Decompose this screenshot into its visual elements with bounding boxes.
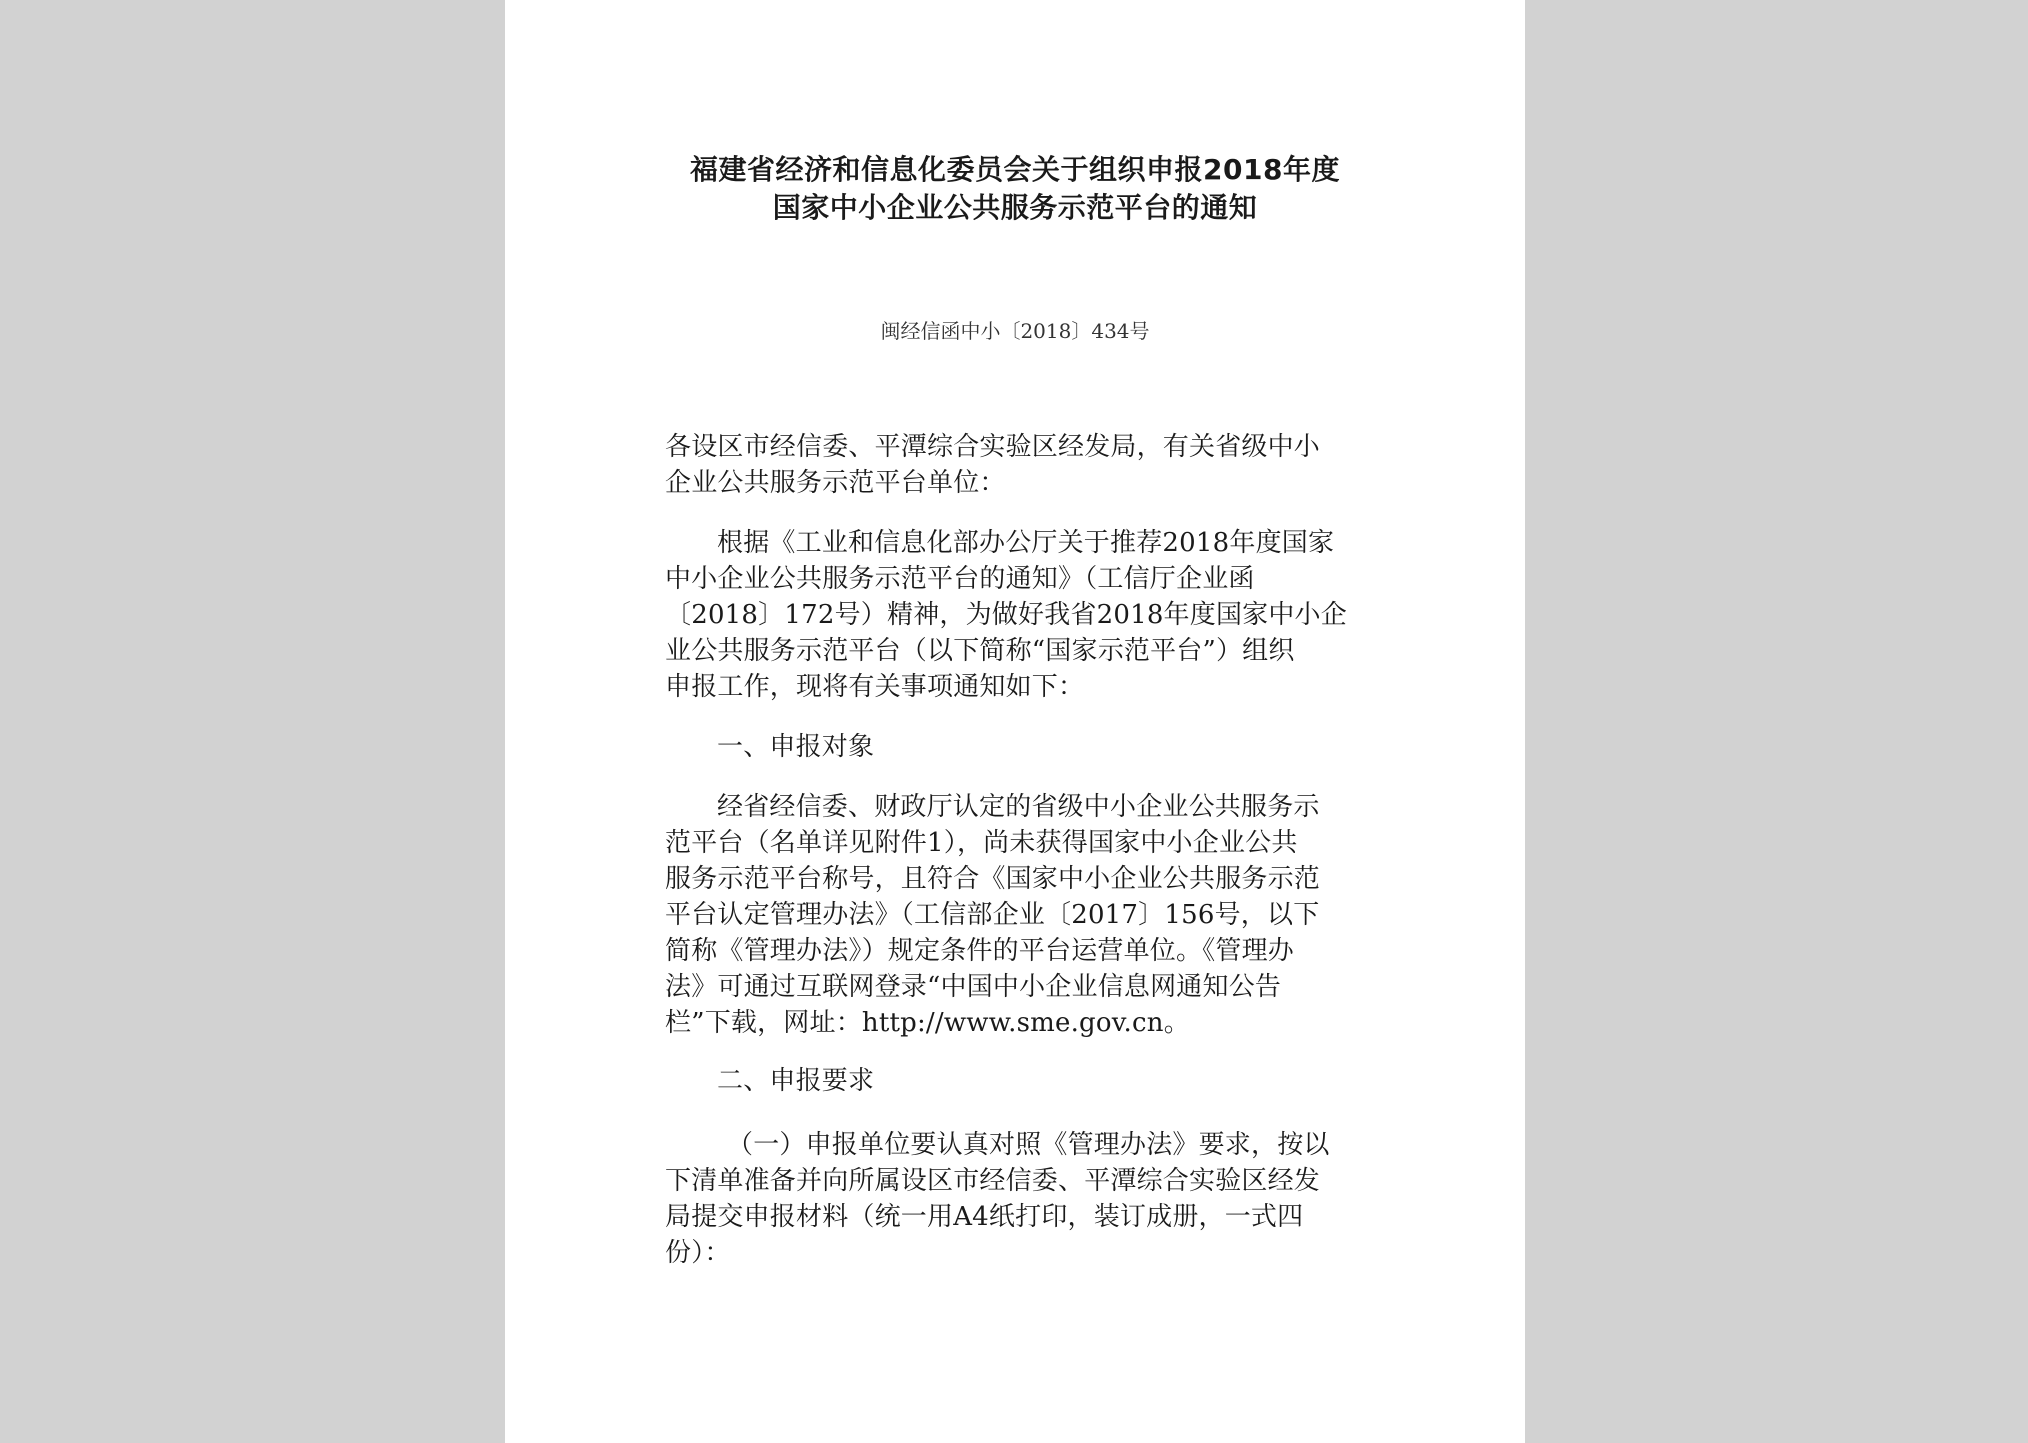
paragraph-line: 经省经信委、财政厅认定的省级中小企业公共服务示: [717, 792, 1320, 822]
paragraph-line: 简称《管理办法》）规定条件的平台运营单位。《管理办: [665, 936, 1295, 966]
section-heading: 一、申报对象: [717, 732, 875, 762]
paragraph-line: 〔2018〕172号）精神，为做好我省2018年度国家中小企: [665, 600, 1347, 630]
paragraph-line: （一）申报单位要认真对照《管理办法》要求，按以: [727, 1130, 1330, 1160]
section-heading: 二、申报要求: [717, 1066, 875, 1096]
paragraph-line: 份）：: [665, 1238, 731, 1268]
paragraph-line: 栏”下载，网址：http://www.sme.gov.cn。: [665, 1008, 1190, 1038]
document-title-line2: 国家中小企业公共服务示范平台的通知: [772, 191, 1258, 224]
paragraph-line: 法》可通过互联网登录“中国中小企业信息网通知公告: [665, 972, 1282, 1002]
paragraph-line: 根据《工业和信息化部办公厅关于推荐2018年度国家: [717, 528, 1335, 558]
paragraph-line: 平台认定管理办法》（工信部企业〔2017〕156号，以下: [665, 900, 1320, 930]
document-number: 闽经信函中小〔2018〕434号: [880, 319, 1150, 343]
paragraph-line: 下清单准备并向所属设区市经信委、平潭综合实验区经发: [665, 1166, 1321, 1196]
paragraph-line: 局提交申报材料（统一用A4纸打印，装订成册，一式四: [665, 1202, 1304, 1232]
paragraph-line: 业公共服务示范平台（以下简称“国家示范平台”）组织: [665, 636, 1295, 666]
paragraph-line: 申报工作，现将有关事项通知如下：: [665, 672, 1085, 702]
document-title-line1: 福建省经济和信息化委员会关于组织申报2018年度: [690, 153, 1340, 186]
paragraph-line: 服务示范平台称号，且符合《国家中小企业公共服务示范: [665, 864, 1321, 894]
paragraph-line: 中小企业公共服务示范平台的通知》（工信厅企业函: [665, 564, 1255, 594]
document-page: [505, 0, 1525, 1443]
salutation-line: 企业公共服务示范平台单位：: [665, 468, 1006, 498]
paragraph-line: 范平台（名单详见附件1），尚未获得国家中小企业公共: [665, 828, 1298, 858]
salutation-line: 各设区市经信委、平潭综合实验区经发局，有关省级中小: [665, 432, 1321, 462]
